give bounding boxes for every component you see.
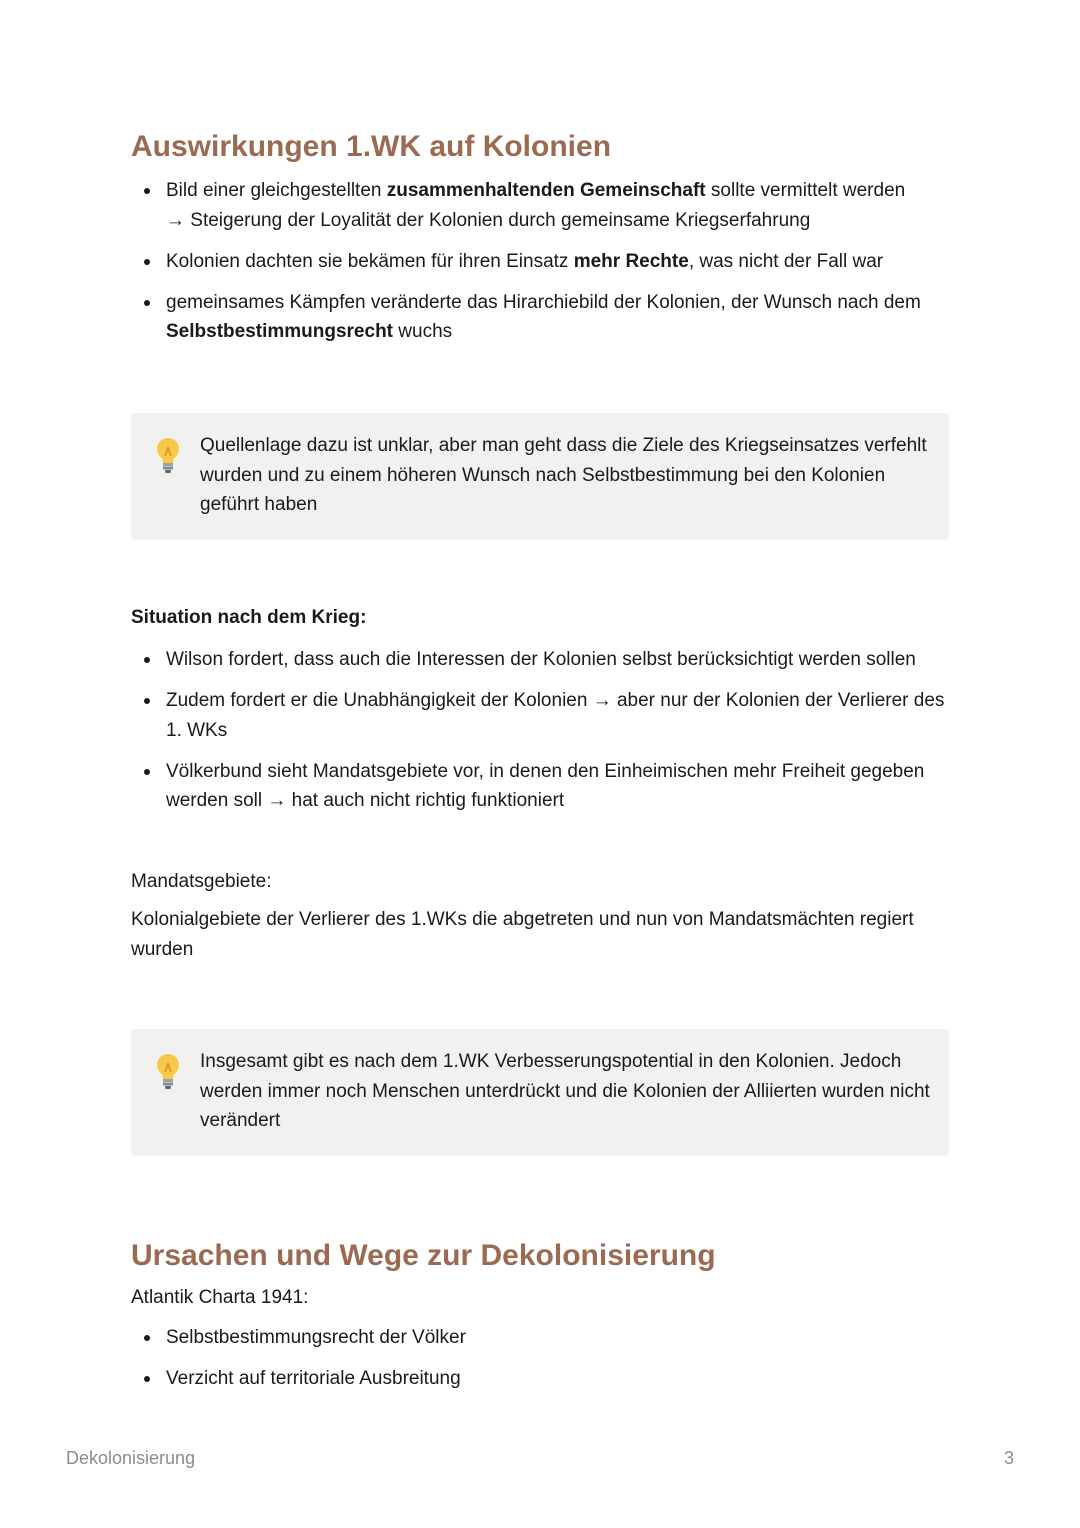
list-item: Selbstbestimmungsrecht der Völker [131,1323,949,1353]
list-item: Zudem fordert er die Unabhängigkeit der Kolonien → aber nur der Kolonien der Verlierer des 1. WKs [131,686,949,745]
list-item: Kolonien dachten sie bekämen für ihren Einsatz mehr Rechte, was nicht der Fall war [131,247,949,277]
mandate-definition: Kolonialgebiete der Verlierer des 1.WKs die abgetreten und nun von Mandatsmächten regiert wurden [131,909,914,960]
callout-text: Quellenlage dazu ist unklar, aber man geht dass die Ziele des Kriegseinsatzes verfehlt wurden und zu einem höheren Wunsch nach Selbstbestimmung bei den Kolonien geführt haben [200,435,927,515]
auswirkungen-list [131,176,949,358]
bold-text: zusammenhaltenden Gemeinschaft [386,180,706,201]
situation-list [131,645,949,827]
callout-box-quellenlage [131,413,949,540]
section-heading-auswirkungen: Auswirkungen 1.WK auf Kolonien [131,130,612,163]
callout-box-insgesamt [131,1029,949,1156]
lightbulb-icon [153,436,183,476]
list-item: gemeinsames Kämpfen veränderte das Hirarchiebild der Kolonien, der Wunsch nach dem Selbstbestimmungsrecht wuchs [131,288,949,347]
lightbulb-icon [153,1052,183,1092]
mandate-label: Mandatsgebiete: [131,871,272,892]
situation-heading: Situation nach dem Krieg: [131,607,367,628]
atlantik-charta-label: Atlantik Charta 1941: [131,1287,309,1308]
arrow-line: → Steigerung der Loyalität der Kolonien durch gemeinsame Kriegserfahrung [166,209,811,231]
list-item: Bild einer gleichgestellten zusammenhaltenden Gemeinschaft sollte vermittelt werden → Steigerung der Loyalität der Kolonien durch gemeinsame Kriegserfahrung [131,176,949,235]
bold-text: mehr Rechte [573,250,689,272]
callout-text: Insgesamt gibt es nach dem 1.WK Verbesserungspotential in den Kolonien. Jedoch werden immer noch Menschen unterdrückt und die Kolonien der Alliierten wurden nicht verändert [200,1051,930,1131]
list-item: Verzicht auf territoriale Ausbreitung [131,1364,949,1394]
list-item: Wilson fordert, dass auch die Interessen der Kolonien selbst berücksichtigt werden sollen [131,645,949,675]
list-item: Völkerbund sieht Mandatsgebiete vor, in denen den Einheimischen mehr Freiheit gegeben werden soll → hat auch nicht richtig funktioniert [131,757,949,816]
atlantik-charta-list [131,1323,949,1405]
footer-document-title: Dekolonisierung [66,1448,196,1468]
footer-page-number: 3 [1003,1448,1014,1468]
section-heading-ursachen: Ursachen und Wege zur Dekolonisierung [131,1239,716,1272]
bold-text: Selbstbestimmungsrecht [166,321,393,342]
